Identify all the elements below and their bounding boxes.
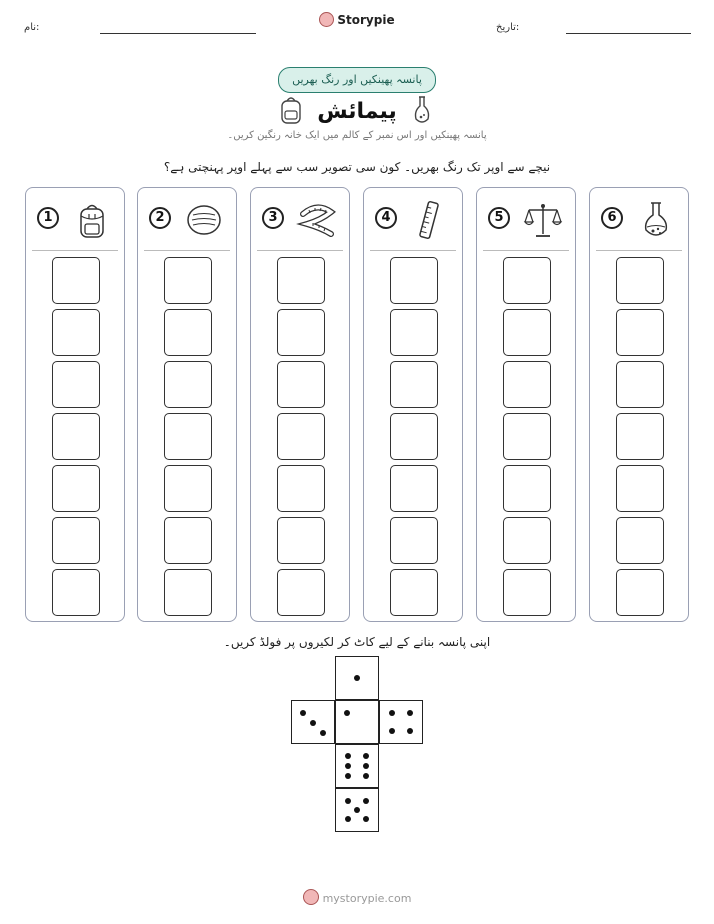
dice-pip [354,807,360,813]
color-cell[interactable] [277,569,325,616]
footer [0,889,714,905]
dice-face-3 [291,700,335,744]
subtitle: پانسہ پھینکیں اور اس نمبر کے کالم میں ایک خانہ رنگین کریں۔ [227,130,487,141]
brand-logo [0,12,714,27]
color-cell[interactable] [164,361,212,408]
color-cell[interactable] [164,465,212,512]
column-divider [596,250,682,251]
color-cell[interactable] [52,517,100,564]
color-cell[interactable] [616,413,664,460]
color-cell[interactable] [277,517,325,564]
dice-pip [363,816,369,822]
color-cell[interactable] [503,569,551,616]
balance-scale-icon [523,200,563,240]
column-number: 4 [375,207,397,229]
color-cell[interactable] [390,465,438,512]
column-number: 5 [488,207,510,229]
column-divider [144,250,230,251]
dice-pip [363,763,369,769]
color-cell[interactable] [503,309,551,356]
storypie-logo-icon [303,889,319,905]
brand-name: Storypie [337,13,395,27]
dice-face-4 [379,700,423,744]
column-header [590,188,688,250]
date-line [566,33,691,34]
color-cell[interactable] [52,309,100,356]
color-cell[interactable] [164,309,212,356]
color-cell[interactable] [503,257,551,304]
column-divider [32,250,118,251]
dice-face-1 [335,656,379,700]
dice-face-5 [335,788,379,832]
column-divider [370,250,456,251]
color-cell[interactable] [277,257,325,304]
color-cell[interactable] [616,569,664,616]
color-cell[interactable] [503,517,551,564]
color-cell[interactable] [390,413,438,460]
column-header [26,188,124,250]
dice-pip [310,720,316,726]
column-4 [363,187,463,622]
instruction-badge: پانسہ پھینکیں اور رنگ بھریں [278,67,436,93]
color-cell[interactable] [390,257,438,304]
dice-pip [363,798,369,804]
backpack-icon [72,200,112,240]
page-title: پیمائش [317,99,397,124]
date-label: تاریخ: [496,22,520,33]
color-cell[interactable] [390,309,438,356]
column-6 [589,187,689,622]
dice-pip [407,728,413,734]
column-2 [137,187,237,622]
color-cell[interactable] [616,465,664,512]
dice-pip [363,773,369,779]
column-1 [25,187,125,622]
color-cell[interactable] [616,517,664,564]
color-cell[interactable] [277,309,325,356]
color-cell[interactable] [390,361,438,408]
column-number: 1 [37,207,59,229]
color-cell[interactable] [277,465,325,512]
footer-url[interactable]: mystorypie.com [322,892,412,905]
cut-instructions: اپنی پانسہ بنانے کے لیے کاٹ کر لکیروں پر فولڈ کریں۔ [223,635,491,649]
color-cell[interactable] [52,257,100,304]
storypie-logo-icon [319,12,334,27]
measuring-tape-icon [297,200,337,240]
color-cell[interactable] [164,413,212,460]
dice-face-6 [335,744,379,788]
dice-pip [300,710,306,716]
dice-pip [320,730,326,736]
column-header [138,188,236,250]
cookie-icon [184,200,224,240]
column-3 [250,187,350,622]
column-5 [476,187,576,622]
dice-pip [345,773,351,779]
dice-pip [344,710,350,716]
color-cell[interactable] [277,413,325,460]
ruler-icon [410,200,450,240]
name-label: نام: [24,22,40,33]
column-number: 6 [601,207,623,229]
color-cell[interactable] [503,361,551,408]
column-header [251,188,349,250]
column-number: 3 [262,207,284,229]
column-header [477,188,575,250]
dice-pip [363,753,369,759]
color-cell[interactable] [616,257,664,304]
name-line [100,33,256,34]
color-cell[interactable] [390,569,438,616]
column-divider [483,250,569,251]
color-cell[interactable] [52,413,100,460]
dice-pip [389,710,395,716]
dice-face-1 [335,700,379,744]
dice-pip [345,763,351,769]
color-cell[interactable] [164,517,212,564]
dice-pip [407,710,413,716]
title-flask-icon [412,95,432,125]
dice-pip [345,753,351,759]
color-cell[interactable] [277,361,325,408]
color-cell[interactable] [52,569,100,616]
dice-pip [389,728,395,734]
color-cell[interactable] [164,257,212,304]
dice-pip [345,798,351,804]
flask-icon [636,200,676,240]
dice-pip [345,816,351,822]
question-text: نیچے سے اوپر تک رنگ بھریں۔ کون سی تصویر سب سے پہلے اوپر پہنچتی ہے؟ [163,160,551,174]
color-cell[interactable] [164,569,212,616]
color-cell[interactable] [52,361,100,408]
color-cell[interactable] [616,309,664,356]
color-cell[interactable] [616,361,664,408]
color-cell[interactable] [503,465,551,512]
color-cell[interactable] [52,465,100,512]
column-divider [257,250,343,251]
column-number: 2 [149,207,171,229]
dice-pip [354,675,360,681]
color-cell[interactable] [390,517,438,564]
color-cell[interactable] [503,413,551,460]
column-header [364,188,462,250]
